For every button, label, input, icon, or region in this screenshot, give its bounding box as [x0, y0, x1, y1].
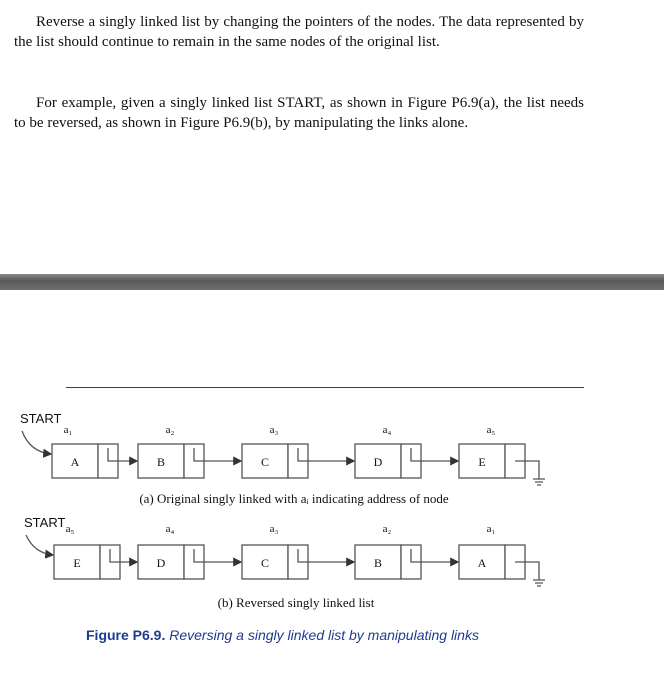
list-b-start-label: START [24, 515, 66, 530]
list-a-start-pointer [22, 431, 51, 454]
list-a-node-value: E [478, 455, 486, 469]
list-a-node-value: C [260, 455, 270, 469]
list-a-node-value: D [373, 455, 383, 469]
reversed-list [24, 515, 545, 586]
list-b-node-value: D [156, 556, 166, 570]
list-a-node-address: a₂ [165, 424, 175, 436]
list-b-node-value: B [373, 556, 383, 570]
caption-a: (a) Original singly linked with aᵢ indicating address of node [139, 491, 449, 506]
figure-title: Reversing a singly linked list by manipulating links [169, 627, 479, 643]
list-a-node-address: a₅ [486, 424, 496, 436]
list-b-node-address: a₅ [65, 523, 75, 535]
list-a-node-value: A [70, 455, 80, 469]
list-a-node-value: B [156, 455, 166, 469]
caption-b: (b) Reversed singly linked list [217, 595, 375, 610]
list-b-start-pointer [26, 535, 53, 555]
list-b-node-address: a₄ [165, 523, 175, 535]
list-b-node-address: a₃ [269, 523, 279, 535]
figure-label: Figure P6.9. [86, 627, 166, 643]
list-a-start-label: START [20, 411, 62, 426]
intro-paragraph: Reverse a singly linked list by changing the pointers of the nodes. The data represented by the list should continue to remain in the same nodes of the original list. [14, 14, 584, 50]
list-b-null-ground-icon [533, 580, 545, 586]
example-paragraph: For example, given a singly linked list START, as shown in Figure P6.9(a), the list needs to be reversed, as shown in Figure P6.9(b), by manipulating the links alone. [14, 95, 584, 131]
list-b-node-address: a₁ [486, 523, 496, 535]
list-b-node-value: E [73, 556, 81, 570]
list-b-node-address: a₂ [382, 523, 392, 535]
list-a-node-address: a₃ [269, 424, 279, 436]
list-a-null-ground-icon [533, 479, 545, 485]
list-a-node-address: a₁ [63, 424, 73, 436]
list-b-node-value: A [477, 556, 487, 570]
original-list [20, 411, 545, 485]
figure-caption [86, 627, 479, 643]
list-a-node-address: a₄ [382, 424, 392, 436]
list-b-node-value: C [260, 556, 270, 570]
